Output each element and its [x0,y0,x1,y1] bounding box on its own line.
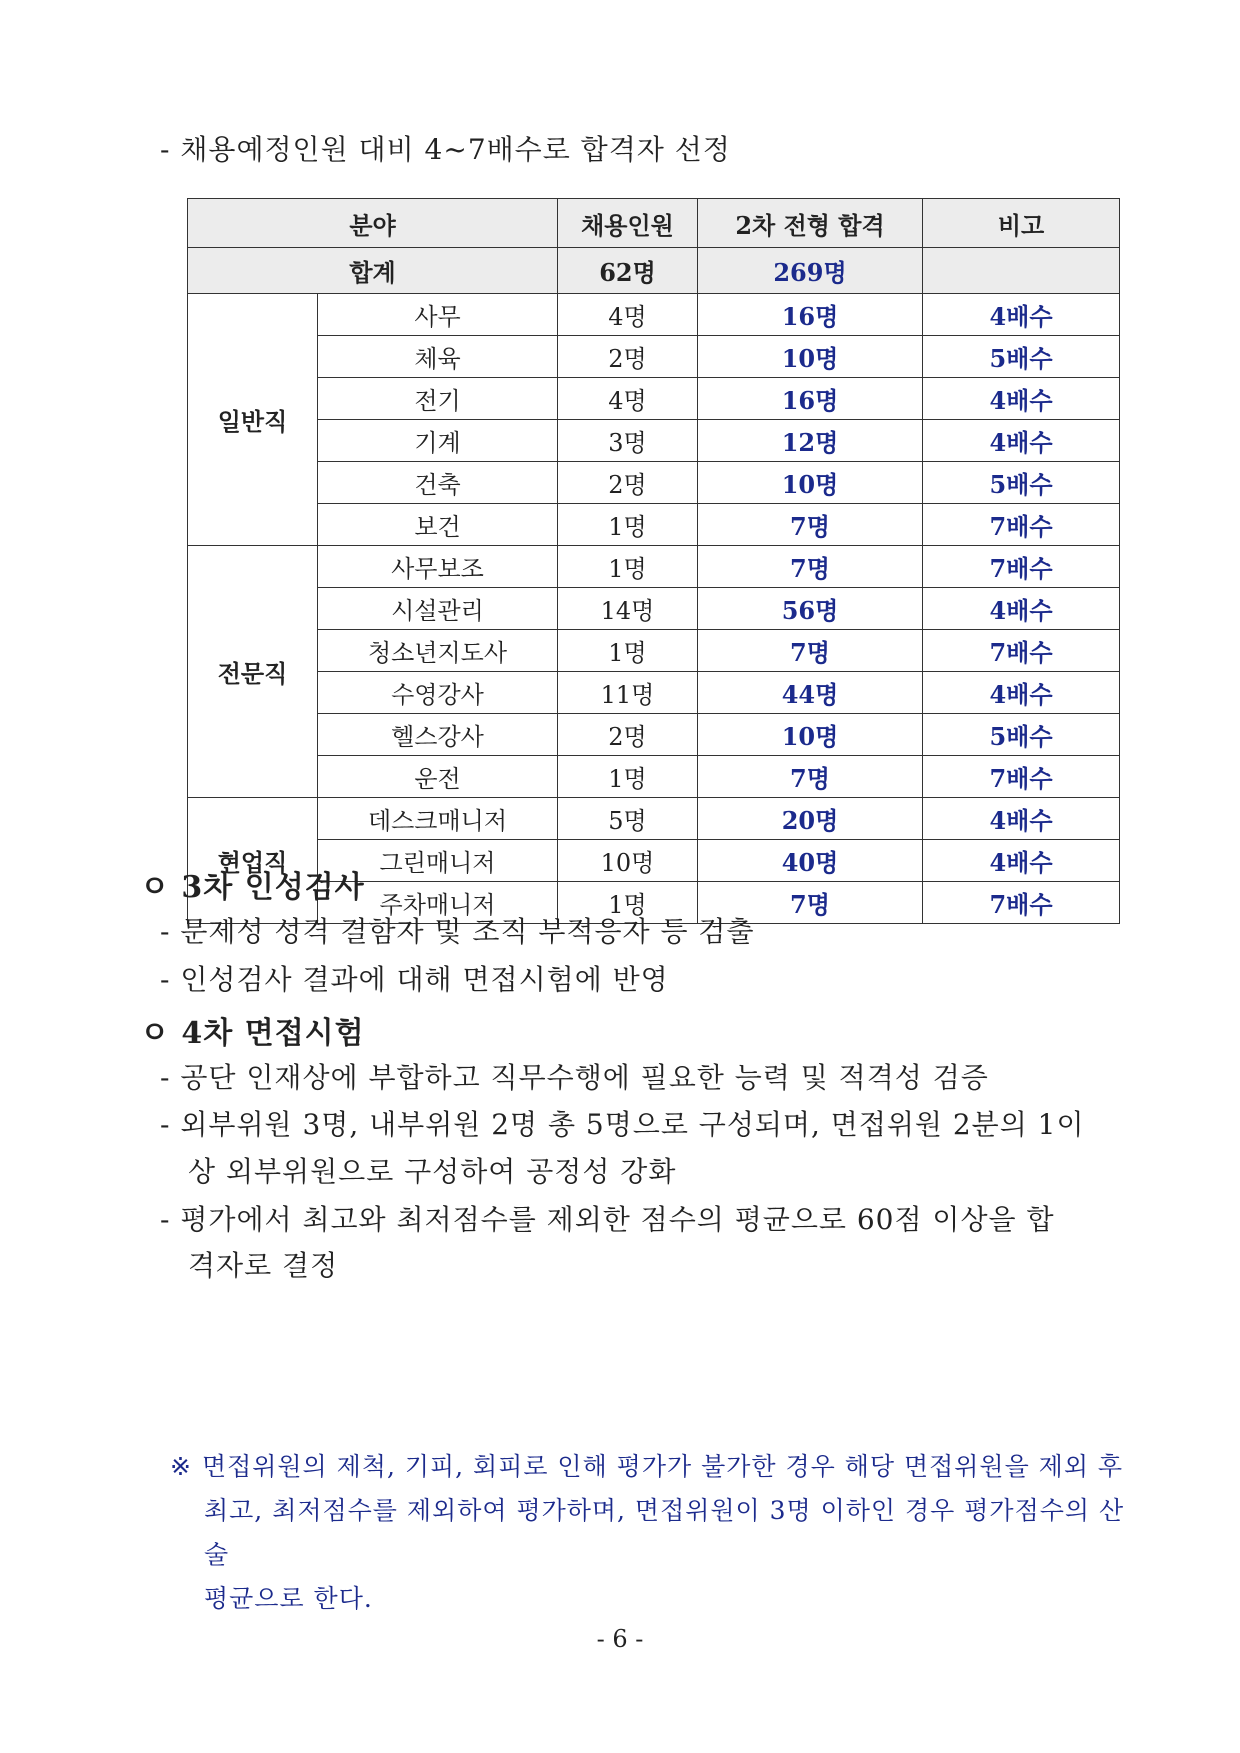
note-mark: ※ [170,1452,192,1481]
ratio-cell: 4배수 [923,840,1120,882]
total-count: 62명 [558,248,698,294]
count-cell: 1명 [558,504,698,546]
section3-item-1: - 문제성 성격 결함자 및 조직 부적응자 등 검출 [160,915,755,948]
passed-cell: 7명 [698,756,923,798]
section4-title: ㅇ 4차 면접시험 [140,1016,365,1051]
passed-cell: 40명 [698,840,923,882]
table-row [188,756,1120,798]
note-line-3: 평균으로 한다. [204,1584,373,1613]
note-line-1: 면접위원의 제척, 기피, 회피로 인해 평가가 불가한 경우 해당 면접위원을 제외 후 [201,1452,1124,1481]
header-passed: 2차 전형 합격 [698,199,923,248]
passed-cell: 7명 [698,504,923,546]
table-row [188,588,1120,630]
table-row [188,714,1120,756]
field-cell: 건축 [318,462,558,504]
group-label: 전문직 [188,546,318,798]
passed-cell: 7명 [698,630,923,672]
count-cell: 1명 [558,882,698,924]
ratio-cell: 4배수 [923,798,1120,840]
intro-text: - 채용예정인원 대비 4~7배수로 합격자 선정 [160,133,731,166]
field-cell: 주차매니저 [318,882,558,924]
field-cell: 보건 [318,504,558,546]
section4-item-3a: - 평가에서 최고와 최저점수를 제외한 점수의 평균으로 60점 이상을 합 [160,1203,1055,1236]
table-row [188,630,1120,672]
count-cell: 1명 [558,630,698,672]
ratio-cell: 5배수 [923,714,1120,756]
total-row [188,248,1120,294]
table-row [188,336,1120,378]
count-cell: 2명 [558,714,698,756]
ratio-cell: 4배수 [923,294,1120,336]
count-cell: 10명 [558,840,698,882]
count-cell: 3명 [558,420,698,462]
section4-item-1: - 공단 인재상에 부합하고 직무수행에 필요한 능력 및 적격성 검증 [160,1061,989,1094]
header-field: 분야 [188,199,558,248]
table-row [188,546,1120,588]
group-label: 현업직 [188,798,318,924]
ratio-cell: 7배수 [923,630,1120,672]
total-note [923,248,1120,294]
table-row [188,294,1120,336]
ratio-cell: 7배수 [923,504,1120,546]
field-cell: 헬스강사 [318,714,558,756]
count-cell: 4명 [558,378,698,420]
count-cell: 4명 [558,294,698,336]
field-cell: 전기 [318,378,558,420]
count-cell: 2명 [558,462,698,504]
count-cell: 2명 [558,336,698,378]
field-cell: 수영강사 [318,672,558,714]
field-cell: 청소년지도사 [318,630,558,672]
passed-cell: 44명 [698,672,923,714]
table-header-row [188,199,1120,248]
table-row [188,798,1120,840]
passed-cell: 16명 [698,378,923,420]
count-cell: 1명 [558,756,698,798]
ratio-cell: 4배수 [923,588,1120,630]
count-cell: 14명 [558,588,698,630]
ratio-cell: 7배수 [923,882,1120,924]
count-cell: 1명 [558,546,698,588]
recruitment-table [187,198,1120,924]
field-cell: 체육 [318,336,558,378]
passed-cell: 16명 [698,294,923,336]
total-label: 합계 [188,248,558,294]
ratio-cell: 5배수 [923,462,1120,504]
header-count: 채용인원 [558,199,698,248]
table-row [188,462,1120,504]
table-row [188,672,1120,714]
total-passed: 269명 [698,248,923,294]
count-cell: 5명 [558,798,698,840]
field-cell: 사무 [318,294,558,336]
table-row [188,504,1120,546]
passed-cell: 7명 [698,546,923,588]
note-line-2: 최고, 최저점수를 제외하여 평가하며, 면접위원이 3명 이하인 경우 평가점수의 산술 [204,1496,1125,1569]
passed-cell: 12명 [698,420,923,462]
ratio-cell: 5배수 [923,336,1120,378]
field-cell: 데스크매니저 [318,798,558,840]
table-row [188,378,1120,420]
ratio-cell: 7배수 [923,546,1120,588]
group-label: 일반직 [188,294,318,546]
ratio-cell: 7배수 [923,756,1120,798]
section4-item-3b: 격자로 결정 [188,1249,339,1282]
section3-item-2: - 인성검사 결과에 대해 면접시험에 반영 [160,963,669,996]
passed-cell: 7명 [698,882,923,924]
passed-cell: 56명 [698,588,923,630]
page-number: - 6 - [596,1625,644,1653]
count-cell: 11명 [558,672,698,714]
field-cell: 사무보조 [318,546,558,588]
ratio-cell: 4배수 [923,378,1120,420]
field-cell: 시설관리 [318,588,558,630]
note-block [170,1445,1130,1621]
section4-item-2a: - 외부위원 3명, 내부위원 2명 총 5명으로 구성되며, 면접위원 2분의 1이 [160,1108,1085,1141]
passed-cell: 10명 [698,714,923,756]
ratio-cell: 4배수 [923,420,1120,462]
field-cell: 기계 [318,420,558,462]
passed-cell: 20명 [698,798,923,840]
passed-cell: 10명 [698,336,923,378]
table-row [188,420,1120,462]
field-cell: 그린매니저 [318,840,558,882]
field-cell: 운전 [318,756,558,798]
header-note: 비고 [923,199,1120,248]
passed-cell: 10명 [698,462,923,504]
section4-item-2b: 상 외부위원으로 구성하여 공정성 강화 [188,1155,677,1188]
section3-title: ㅇ 3차 인성검사 [140,870,365,905]
ratio-cell: 4배수 [923,672,1120,714]
